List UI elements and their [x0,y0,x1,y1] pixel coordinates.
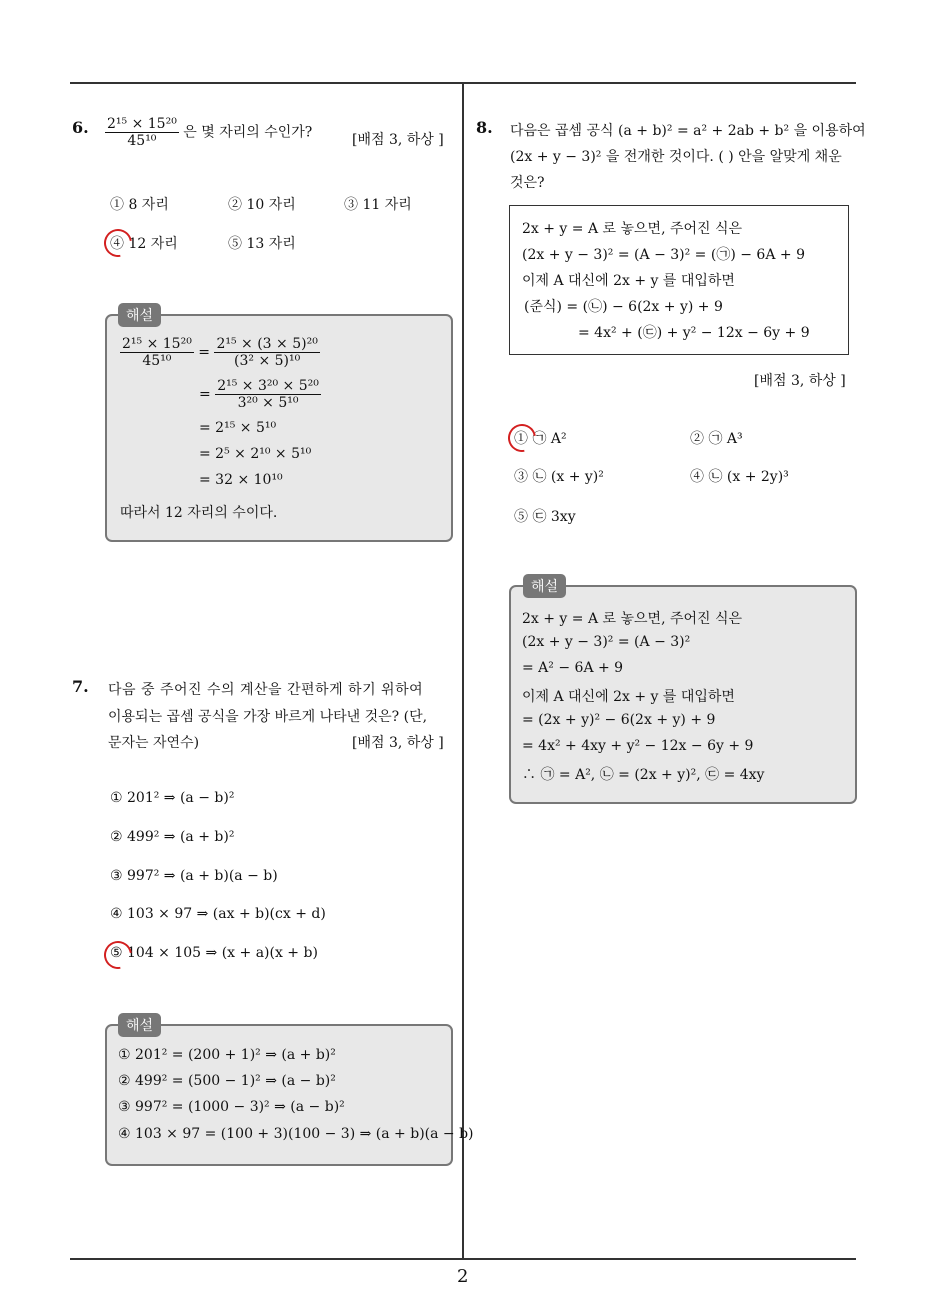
q8-solution-line-1: 2x + y = A 로 놓으면, 주어진 식은 [522,611,743,627]
q8-solution-line-5: = (2x + y)² − 6(2x + y) + 9 [522,712,716,728]
question-8-stem-3: 것은? [510,175,545,191]
q6-solution-conclusion: 따라서 12 자리의 수이다. [120,505,278,521]
column-divider [462,82,464,1259]
q8-solution-tag: 해설 [523,574,566,598]
q7-solution-tag: 해설 [118,1013,161,1037]
q7-choice-3[interactable]: ③ 997² ⇒ (a + b)(a − b) [110,868,278,884]
q6-choice-1[interactable]: ① 8 자리 [110,197,169,213]
q7-choice-5[interactable]: ⑤ 104 × 105 ⇒ (x + a)(x + b) [110,945,318,961]
fraction-denominator: 45¹⁰ [127,133,157,149]
fraction-numerator: 2¹⁵ × 15²⁰ [107,116,177,132]
sol-r2-num: 2¹⁵ × 3²⁰ × 5²⁰ [217,378,319,394]
bottom-rule [70,1258,856,1260]
q7-solution-line-4: ④ 103 × 97 = (100 + 3)(100 − 3) ⇒ (a + b)(a − b) [118,1126,474,1142]
q6-choice-4[interactable]: ④ 12 자리 [110,236,178,252]
q6-solution-line-3: = 2¹⁵ × 5¹⁰ [199,420,277,436]
q8-choice-5[interactable]: ⑤ ㉢ 3xy [514,509,576,525]
q6-solution-line-1: $\frac{\text{2¹⁵ × 15²⁰}}{\text{45¹⁰}}$ = $\frac{\text{2¹⁵ × (3 × 5)²⁰}}{\text{(3² × 5)¹⁰}}$ [122,336,318,369]
answer-mark-icon [99,936,138,975]
q6-choice-2[interactable]: ② 10 자리 [228,197,296,213]
question-6-number: 6. [72,118,89,137]
question-8-stem-1: 다음은 곱셈 공식 (a + b)² = a² + 2ab + b² 을 이용하여 [510,123,866,139]
q7-choice-2[interactable]: ② 499² ⇒ (a + b)² [110,829,235,845]
q8-choice-4[interactable]: ④ ㉡ (x + 2y)³ [690,469,789,485]
q8-solution-line-4: 이제 A 대신에 2x + y 를 대입하면 [522,689,735,705]
sol-lhs-num: 2¹⁵ × 15²⁰ [122,336,192,352]
q8-choice-1[interactable]: ① ㉠ A² [514,431,567,447]
question-7-number: 7. [72,677,89,696]
q7-solution-line-1: ① 201² = (200 + 1)² ⇒ (a + b)² [118,1047,336,1063]
q8-choice-3[interactable]: ③ ㉡ (x + y)² [514,469,604,485]
question-6-stem [105,116,312,149]
q8-solution-line-6: = 4x² + 4xy + y² − 12x − 6y + 9 [522,738,754,754]
sol-r2-den: 3²⁰ × 5¹⁰ [237,395,299,411]
q7-solution-box [105,1024,453,1166]
answer-mark-icon [503,419,542,458]
q6-solution-tag: 해설 [118,303,161,327]
question-8-number: 8. [476,118,493,137]
question-6-text: 은 몇 자리의 수인가? [183,124,313,141]
q6-choice-3[interactable]: ③ 11 자리 [344,197,412,213]
sol-r1-den: (3² × 5)¹⁰ [234,353,301,369]
q8-box-line-3: 이제 A 대신에 2x + y 를 대입하면 [522,273,735,289]
q6-solution-line-2: = $\frac{\text{2¹⁵ × 3²⁰ × 5²⁰}}{\text{3²⁰ × 5¹⁰}}$ [199,378,319,411]
q7-choice-4[interactable]: ④ 103 × 97 ⇒ (ax + b)(cx + d) [110,906,326,922]
q8-solution-line-2: (2x + y − 3)² = (A − 3)² [522,634,691,650]
question-8-score: [배점 3, 하상 ] [754,373,846,389]
q6-solution-line-4: = 2⁵ × 2¹⁰ × 5¹⁰ [199,446,312,462]
q7-solution-line-3: ③ 997² = (1000 − 3)² ⇒ (a − b)² [118,1099,345,1115]
q8-solution-line-3: = A² − 6A + 9 [522,660,624,676]
answer-mark-icon [99,224,138,263]
question-7-stem-1: 다음 중 주어진 수의 계산을 간편하게 하기 위하여 [108,682,424,698]
question-6-fraction [105,116,179,149]
page-number: 2 [457,1266,469,1287]
sol-lhs-den: 45¹⁰ [142,353,172,369]
q8-box-line-1: 2x + y = A 로 놓으면, 주어진 식은 [522,221,743,237]
question-7-stem-3: 문자는 자연수) [108,735,200,751]
q8-box-line-2: (2x + y − 3)² = (A − 3)² = (㉠) − 6A + 9 [522,247,805,263]
question-7-stem-2: 이용되는 곱셈 공식을 가장 바르게 나타낸 것은? (단, [108,709,428,725]
q7-choice-1[interactable]: ① 201² ⇒ (a − b)² [110,790,235,806]
q8-box-line-4: (준식) = (㉡) − 6(2x + y) + 9 [524,299,723,315]
question-8-stem-2: (2x + y − 3)² 을 전개한 것이다. ( ) 안을 알맞게 채운 [510,149,842,165]
question-6-score: [배점 3, 하상 ] [352,132,444,148]
q8-box-line-5: = 4x² + (㉢) + y² − 12x − 6y + 9 [578,325,810,341]
q7-solution-line-2: ② 499² = (500 − 1)² ⇒ (a − b)² [118,1073,336,1089]
q6-solution-line-5: = 32 × 10¹⁰ [199,472,283,488]
q8-solution-line-7: ∴ ㉠ = A², ㉡ = (2x + y)², ㉢ = 4xy [522,767,765,783]
sol-r1-num: 2¹⁵ × (3 × 5)²⁰ [216,336,318,352]
q6-choice-5[interactable]: ⑤ 13 자리 [228,236,296,252]
q8-choice-2[interactable]: ② ㉠ A³ [690,431,743,447]
question-7-score: [배점 3, 하상 ] [352,735,444,751]
